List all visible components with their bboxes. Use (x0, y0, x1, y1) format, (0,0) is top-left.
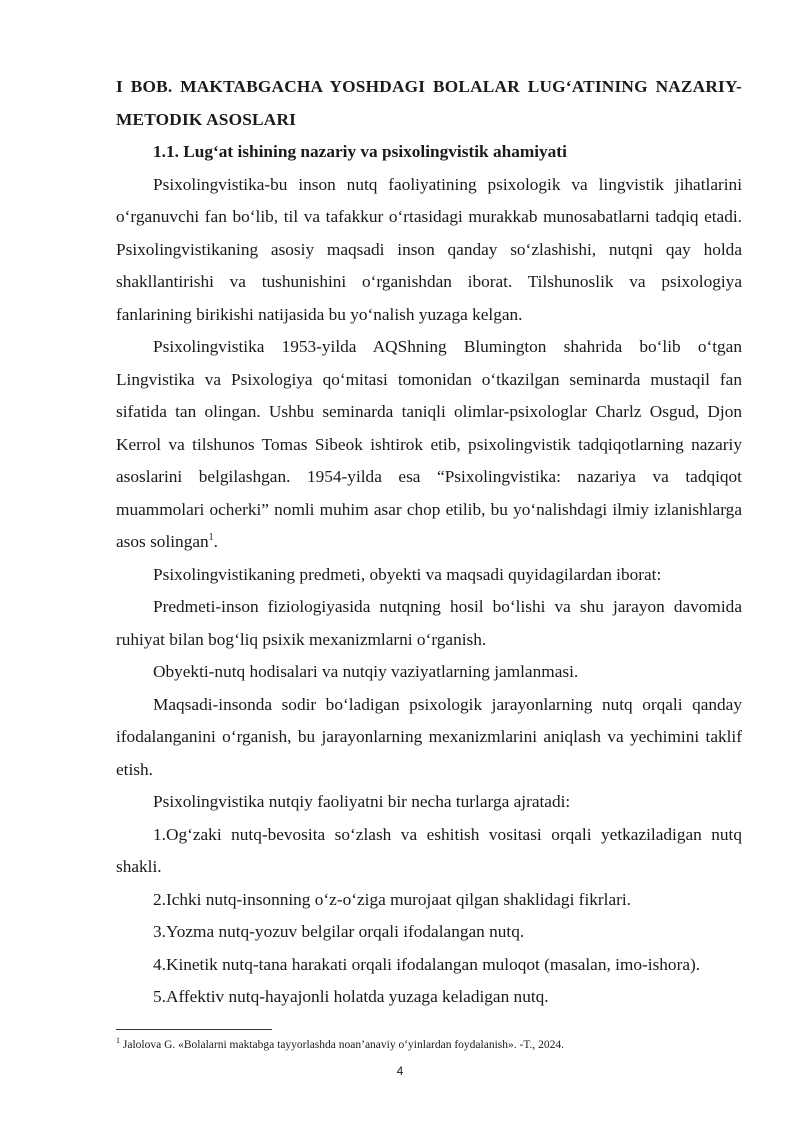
footnote (116, 1038, 742, 1053)
paragraph-end: . (213, 532, 218, 551)
paragraph: Psixolingvistika nutqiy faoliyatni bir necha turlarga ajratadi: (153, 792, 571, 811)
footnote-divider (116, 1029, 272, 1030)
paragraph-text: Psixolingvistika 1953-yilda AQShning Blumington shahrida bo‘lib o‘tgan Lingvistika va Psixologiya qo‘mitasi tomonidan o‘tkazilgan seminarda mustaqil fan sifatida tan olingan. Ushbu seminarda taniqli olimlar-psixologlar Charlz Osgud, Djon Kerrol va tilshunos Tomas Sibeok ishtirok etib, psixolingvistik tadqiqotlarning nazariy asoslarini belgilashgan. 1954-yilda esa “Psixolingvistika: nazariya va tadqiqot muammolari ocherki” nomli muhim asar chop etilib, bu yo‘nalishdagi ilmiy izlanishlarga asos solingan (116, 337, 742, 551)
footnote-marker: 1 (116, 1036, 120, 1046)
chapter-title: I BOB. MAKTABGACHA YOSHDAGI BOLALAR LUG‘ATINING NAZARIY-METODIK ASOSLARI (116, 77, 742, 129)
page-number: 4 (396, 1064, 404, 1078)
paragraph: Predmeti-inson fiziologiyasida nutqning hosil bo‘lishi va shu jarayon davomida ruhiyat bilan bog‘liq psixik mexanizmlarni o‘rganish. (116, 597, 742, 649)
paragraph: Psixolingvistika-bu inson nutq faoliyatining psixologik va lingvistik jihatlarini o‘rganuvchi fan bo‘lib, til va tafakkur o‘rtasidagi murakkab munosabatlarni tadqiq etadi. Psixolingvistikaning asosiy maqsadi inson qanday so‘zlashishi, nutqni qay holda shakllantirishi va tushunishini o‘rganishdan iborat. Tilshunoslik va psixologiya fanlarining birikishi natijasida bu yo‘nalish yuzaga kelgan. (116, 174, 742, 324)
list-item: 3.Yozma nutq-yozuv belgilar orqali ifodalangan nutq. (153, 922, 525, 941)
paragraph: Maqsadi-insonda sodir bo‘ladigan psixologik jarayonlarning nutq orqali qanday ifodalanganini o‘rganish, bu jarayonlarning mexanizmlarini aniqlash va yechimini taklif etish. (116, 694, 742, 779)
section-title: 1.1. Lug‘at ishining nazariy va psixolingvistik ahamiyati (153, 142, 567, 161)
paragraph-with-footnote (116, 331, 742, 559)
footnote-reference[interactable]: 1 (208, 532, 214, 544)
list-item: 5.Affektiv nutq-hayajonli holatda yuzaga keladigan nutq. (153, 987, 549, 1006)
page-body (116, 71, 742, 1014)
footnote-text: Jalolova G. «Bolalarni maktabga tayyorlashda noan’anaviy o‘yinlardan foydalanish». -T., 2024. (120, 1039, 565, 1051)
list-item: 2.Ichki nutq-insonning o‘z-o‘ziga murojaat qilgan shaklidagi fikrlari. (153, 889, 631, 909)
paragraph: Obyekti-nutq hodisalari va nutqiy vaziyatlarning jamlanmasi. (153, 662, 579, 681)
list-item: 4.Kinetik nutq-tana harakati orqali ifodalangan muloqot (masalan, imo-ishora). (153, 954, 701, 974)
list-item: 1.Og‘zaki nutq-bevosita so‘zlash va eshitish vositasi orqali yetkaziladigan nutq shakli. (116, 824, 742, 876)
paragraph: Psixolingvistikaning predmeti, obyekti va maqsadi quyidagilardan iborat: (153, 564, 662, 584)
